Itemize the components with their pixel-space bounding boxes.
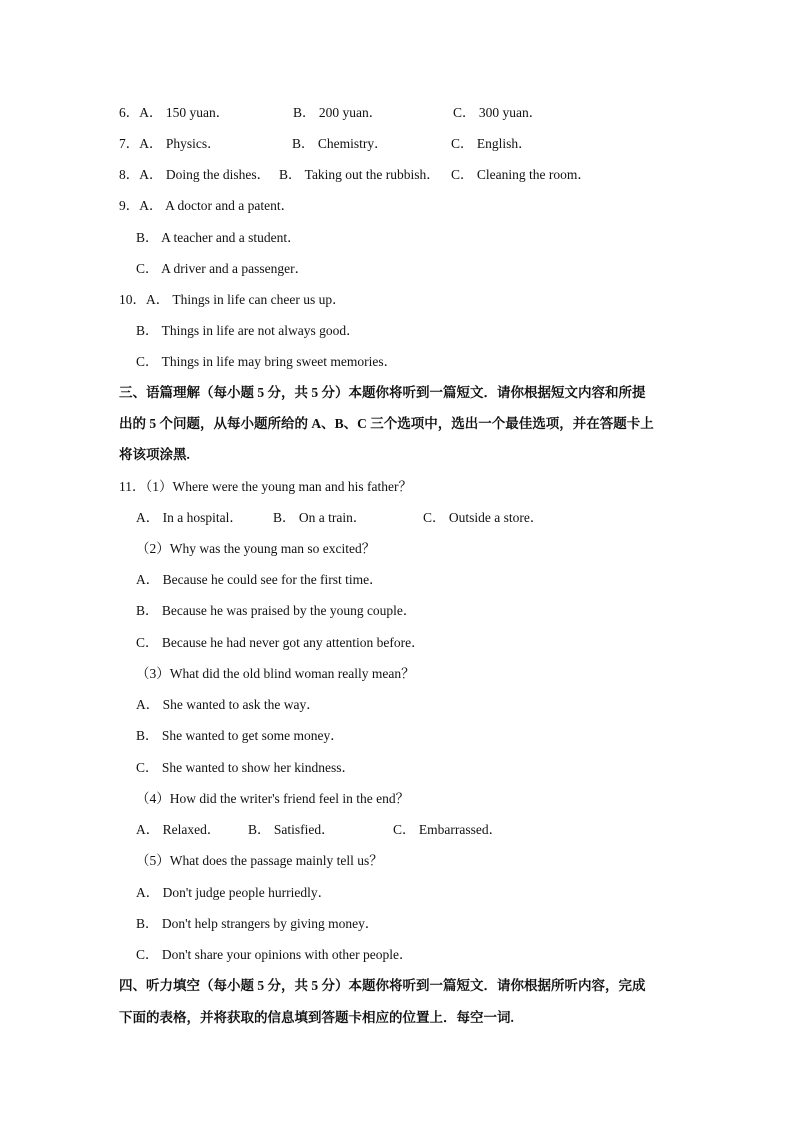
q10-option-b: B． Things in life are not always good． [136, 323, 360, 338]
q7-option-a: 7．A． Physics． [119, 136, 221, 151]
q11-5-question: （5）What does the passage mainly tell us？ [136, 853, 383, 868]
section-3-instructions-line3: 将该项涂黑. [119, 447, 190, 462]
q9-option-b: B． A teacher and a student． [136, 230, 301, 245]
q11-1-option-a: A． In a hospital． [136, 510, 243, 525]
section-3-heading: 三、语篇理解（每小题 5 分，共 5 分）本题你将听到一篇短文．请你根据短文内容和所提 [119, 385, 646, 400]
q11-4-option-c: C． Embarrassed． [393, 822, 503, 837]
q8-option-a: 8．A． Doing the dishes． [119, 167, 271, 182]
q11-5-option-a: A． Don't judge people hurriedly． [136, 885, 332, 900]
q11-1-question: 11．（1）Where were the young man and his father？ [119, 479, 413, 494]
q11-1-option-b: B． On a train． [273, 510, 367, 525]
q11-4-option-a: A． Relaxed． [136, 822, 221, 837]
q11-3-option-a: A． She wanted to ask the way． [136, 697, 320, 712]
q10-option-a: 10．A． Things in life can cheer us up． [119, 292, 346, 307]
q7-option-b: B． Chemistry． [292, 136, 388, 151]
q10-option-c: C． Things in life may bring sweet memories． [136, 354, 398, 369]
q9-option-a: 9．A． A doctor and a patent． [119, 198, 295, 213]
section-3-instructions-line2: 出的 5 个问题，从每小题所给的 A、B、C 三个选项中，选出一个最佳选项，并在答题卡上 [119, 416, 654, 431]
q11-2-option-c: C． Because he had never got any attention before． [136, 635, 425, 650]
q11-3-question: （3）What did the old blind woman really mean？ [136, 666, 415, 681]
q11-1-option-c: C． Outside a store． [423, 510, 544, 525]
q11-2-question: （2）Why was the young man so excited？ [136, 541, 376, 556]
q11-5-option-b: B． Don't help strangers by giving money． [136, 916, 379, 931]
q8-option-c: C． Cleaning the room． [451, 167, 591, 182]
q11-2-option-a: A． Because he could see for the first time． [136, 572, 383, 587]
section-4-heading: 四、听力填空（每小题 5 分，共 5 分）本题你将听到一篇短文．请你根据所听内容，完成 [119, 978, 646, 993]
q11-3-option-b: B． She wanted to get some money． [136, 728, 344, 743]
q11-4-option-b: B． Satisfied． [248, 822, 335, 837]
section-4-instructions-line2: 下面的表格，并将获取的信息填到答题卡相应的位置上．每空一词. [119, 1010, 514, 1025]
q8-option-b: B． Taking out the rubbish． [279, 167, 440, 182]
q6-option-a: 6．A． 150 yuan． [119, 105, 230, 120]
q11-5-option-c: C． Don't share your opinions with other people． [136, 947, 413, 962]
q11-2-option-b: B． Because he was praised by the young couple． [136, 603, 417, 618]
q6-option-c: C． 300 yuan． [453, 105, 543, 120]
q6-option-b: B． 200 yuan． [293, 105, 383, 120]
q11-4-question: （4）How did the writer's friend feel in the end？ [136, 791, 410, 806]
q9-option-c: C． A driver and a passenger． [136, 261, 309, 276]
q7-option-c: C． English． [451, 136, 532, 151]
q11-3-option-c: C． She wanted to show her kindness． [136, 760, 355, 775]
